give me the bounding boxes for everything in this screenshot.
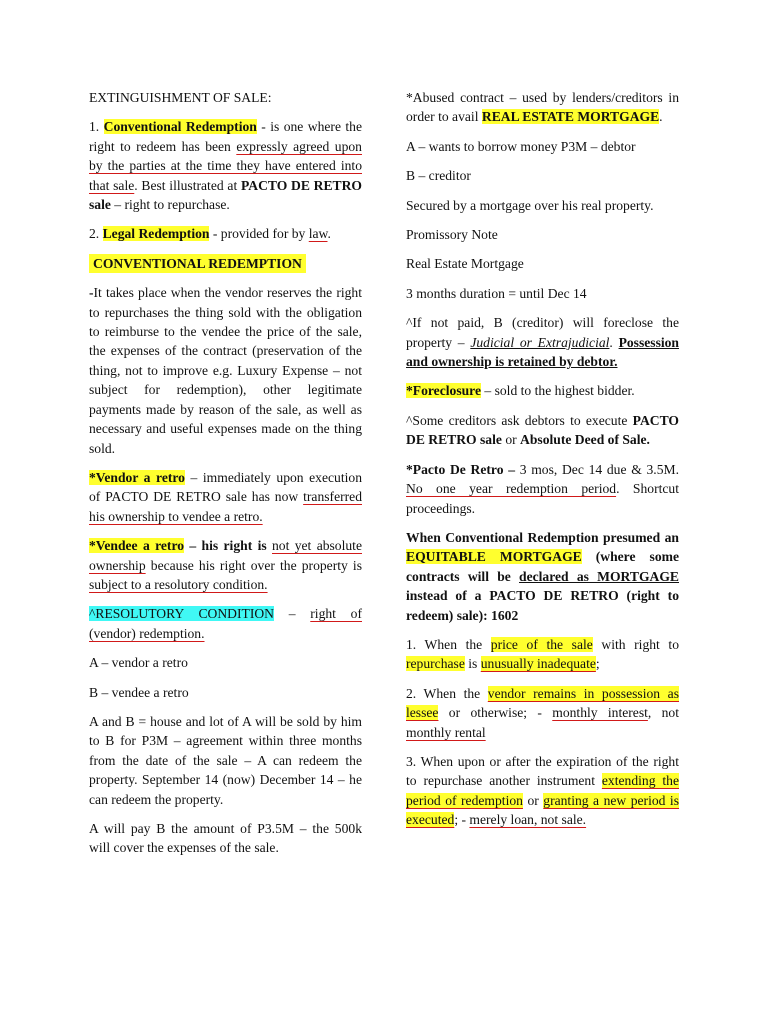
creditors-paragraph: ^Some creditors ask debtors to execute PACTO DE RETRO sale or Absolute Deed of Sale. [406,412,679,448]
condition-1-paragraph: 1. When the price of the sale with right to repurchase is unusually inadequate; [406,636,679,672]
resolutory-condition-paragraph: ^RESOLUTORY CONDITION – right of (vendor) redemption. [89,606,362,641]
creditor-line: B – creditor [406,168,471,184]
right-column [406,88,679,840]
condition-3-paragraph: 3. When upon or after the expiration of the right to repurchase another instrument extending the period of redemption or granting a new period is executed; - merely loan, not sale. [406,753,680,828]
document-title: EXTINGUISHMENT OF SALE: [89,90,272,105]
item-conventional-redemption: 1. Conventional Redemption - is one where the right to redeem has been expressly agreed upon by the parties at the time they have entered into that sale. Best illustrated at PACTO DE RETRO sale – right to repurchase. [89,119,363,213]
example-paragraph: A and B = house and lot of A will be sold by him to B for P3M – agreement within three months from the date of the sale – A can redeem the property. September 14 (now) December 14 – he can redeem the property. [89,713,362,807]
condition-2-paragraph: 2. When the vendor remains in possession as lessee or otherwise; - monthly interest, not monthly rental [406,685,679,740]
vendee-a-retro-paragraph: *Vendee a retro – his right is not yet absolute ownership because his right over the property is subject to a resolutory condition. [89,538,362,592]
duration-line: 3 months duration = until Dec 14 [406,285,587,301]
section-heading: CONVENTIONAL REDEMPTION [89,254,362,273]
payment-paragraph: A will pay B the amount of P3.5M – the 500k will cover the expenses of the sale. [89,821,362,856]
abused-contract-paragraph: *Abused contract – used by lenders/creditors in order to avail REAL ESTATE MORTGAGE. [406,90,679,125]
vendor-line: A – vendor a retro [89,655,188,671]
real-estate-mortgage-line: Real Estate Mortgage [406,256,524,272]
vendee-line: B – vendee a retro [89,684,189,700]
item-legal-redemption: 2. Legal Redemption - provided for by law. [89,226,331,242]
definition-paragraph: -It takes place when the vendor reserves the right to repurchases the thing sold with the obligation to reimburse to the vendee the price of the sale, the expenses of the contract (preservation of the thing, not to improve e.g. Luxury Expense – not subject for redemption), other legitimate payments made by reason of the sale, as well as necessary and useful expenses made on the thing sold. [89,285,362,456]
term-legal-redemption: Legal Redemption [102,226,210,242]
left-column [89,88,362,868]
equitable-mortgage-paragraph: When Conventional Redemption presumed an EQUITABLE MORTGAGE (where some contracts will be declared as MORTGAGE instead of a PACTO DE RETRO (right to redeem) sale): 1602 [406,529,679,623]
vendor-a-retro-paragraph: *Vendor a retro – immediately upon execution of PACTO DE RETRO sale has now transferred his ownership to vendee a retro. [89,469,362,524]
borrower-line: A – wants to borrow money P3M – debtor [406,138,636,154]
pacto-de-retro-paragraph: *Pacto De Retro – 3 mos, Dec 14 due & 3.5M. No one year redemption period. Shortcut proceedings. [406,461,679,516]
foreclose-paragraph: ^If not paid, B (creditor) will foreclose the property – Judicial or Extrajudicial. Possession and ownership is retained by debtor. [406,315,679,370]
secured-line: Secured by a mortgage over his real property. [406,197,654,213]
term-conventional-redemption: Conventional Redemption [103,119,257,135]
promissory-note-line: Promissory Note [406,227,498,243]
foreclosure-paragraph: *Foreclosure – sold to the highest bidder. [406,383,635,399]
